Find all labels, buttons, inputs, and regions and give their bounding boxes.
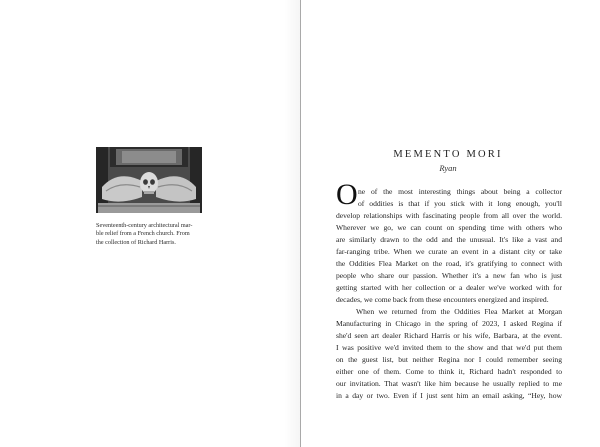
caption-line: the collection of Richard Harris. xyxy=(96,238,176,246)
winged-skull-image xyxy=(96,147,202,213)
body-line: of oddities is that if you stick with it long enough, you'll xyxy=(358,199,562,208)
gutter-shadow xyxy=(284,0,300,447)
chapter-author: Ryan xyxy=(439,163,457,173)
page-gutter xyxy=(300,0,301,447)
body-line: on the guest list, but neither Regina nor I could remember seeing xyxy=(336,355,562,364)
body-line: getting started with her collection or a dealer we've worked with for xyxy=(336,283,562,292)
body-line: she'd seen art dealer Richard Harris or his wife, Barbara, at the event. xyxy=(336,331,562,340)
chapter-title: MEMENTO MORI xyxy=(393,149,503,160)
body-line: ne of the most interesting things about being a collector xyxy=(358,187,562,196)
body-line: When we returned from the Oddities Flea Market at Morgan xyxy=(356,307,562,316)
body-line: develop relationships with fascinating people from all over the world. xyxy=(336,211,562,220)
body-line: decades, we come back from these encounters energized and inspired. xyxy=(336,295,549,304)
caption-line: Seventeenth-century architectural mar- xyxy=(96,222,193,229)
caption-line: ble relief from a French church. From xyxy=(96,230,190,238)
body-line: in a day or two. Even if I just sent him an email asking, “Hey, how xyxy=(336,391,562,400)
body-line: far-ranging tribe. When we curate an event in a distant city or take xyxy=(336,247,562,256)
body-line: our invitation. That wasn't like him because he usually replied to me xyxy=(336,379,562,388)
body-line: people who share our passion. Whether it's a new fan who is just xyxy=(336,271,562,280)
body-line: I was positive we'd invited them to the show and that we'd put them xyxy=(336,343,562,352)
body-line: Manufacturing in Chicago in the spring of 2023, I asked Regina if xyxy=(336,319,562,328)
body-line: are similarly drawn to the odd and the unusual. It's like a vast and xyxy=(336,235,562,244)
figure-caption xyxy=(96,222,208,247)
body-line: the Oddities Flea Market on the road, it's gratifying to connect with xyxy=(336,259,562,268)
skull-relief-photo xyxy=(96,147,202,213)
drop-cap: O xyxy=(336,178,358,211)
body-line: Wherever we go, we can count on spending time with others who xyxy=(336,223,562,232)
body-line: either one of them. Come to think it, Richard hadn't responded to xyxy=(336,367,562,376)
